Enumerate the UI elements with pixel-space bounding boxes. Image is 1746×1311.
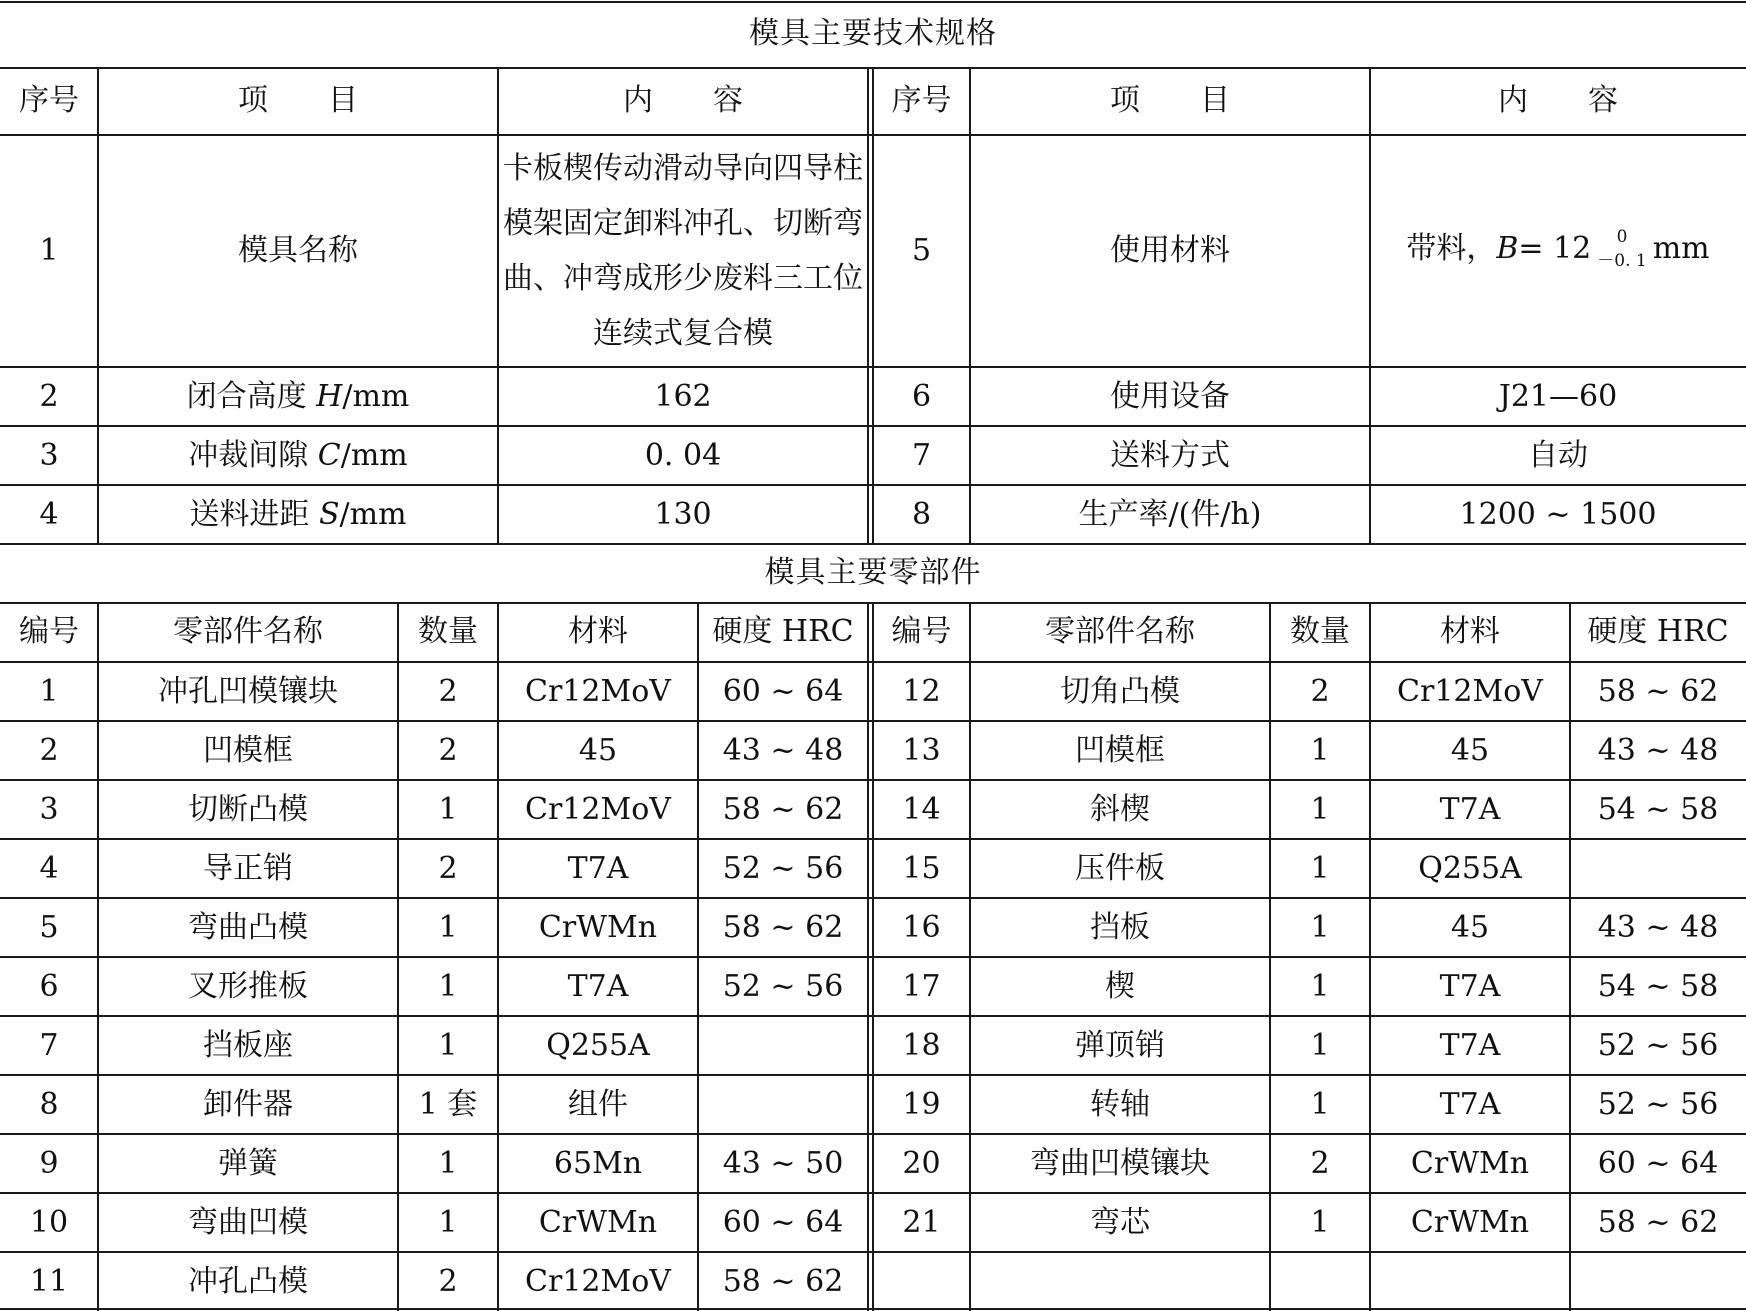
header-material: 材料	[1440, 614, 1500, 649]
part-qty: 1	[1310, 732, 1330, 768]
spec-item-value: 130	[654, 496, 712, 532]
part-name: 挡板座	[203, 1027, 293, 1063]
spec-row-number: 8	[911, 496, 932, 532]
table-rule	[1269, 603, 1271, 1311]
part-hardness: 52 ~ 56	[1597, 1027, 1719, 1063]
part-no: 20	[902, 1145, 941, 1181]
spec-item-label: 送料方式	[1110, 437, 1230, 473]
part-qty: 1	[1310, 850, 1330, 886]
spec-item-label: 使用设备	[1110, 378, 1230, 414]
part-name: 切断凸模	[188, 791, 308, 827]
part-material: T7A	[567, 968, 629, 1004]
part-name: 凹模框	[203, 732, 293, 768]
spec-item-label	[186, 378, 410, 414]
part-no: 17	[902, 968, 941, 1004]
table-rule	[0, 1, 1746, 3]
item-prefix: 闭合高度	[186, 378, 317, 414]
spec-item-value: 自动	[1528, 437, 1588, 473]
spec-row-number: 4	[39, 496, 59, 532]
part-qty: 1	[1310, 909, 1330, 945]
part-name: 转轴	[1090, 1086, 1150, 1122]
part-hardness: 43 ~ 48	[722, 732, 844, 768]
item-unit: /mm	[339, 496, 407, 532]
spec-item-label: 使用材料	[1110, 233, 1230, 268]
part-qty: 1	[438, 1145, 458, 1181]
part-name: 弯曲凸模	[188, 909, 308, 945]
part-material: 45	[578, 732, 618, 768]
part-qty: 1	[438, 791, 458, 827]
table-rule	[872, 603, 874, 1311]
header-hardness: 硬度 HRC	[712, 614, 854, 649]
part-hardness: 58 ~ 62	[722, 791, 844, 827]
part-hardness: 60 ~ 64	[1597, 1145, 1719, 1181]
part-qty: 1 套	[418, 1086, 478, 1122]
part-name: 卸件器	[203, 1086, 293, 1122]
part-qty: 2	[438, 850, 458, 886]
part-no: 14	[902, 791, 941, 827]
part-qty: 1	[1310, 791, 1330, 827]
part-hardness: 58 ~ 62	[722, 1263, 844, 1299]
header-qty: 数量	[418, 614, 478, 649]
lower-deviation: －0. 1	[1597, 251, 1647, 271]
part-hardness: 54 ~ 58	[1597, 791, 1719, 827]
part-no: 4	[39, 850, 59, 886]
spec-row-number: 7	[911, 437, 932, 473]
part-material: 组件	[568, 1086, 628, 1122]
width-value: = 12	[1518, 231, 1592, 266]
part-no: 11	[29, 1263, 69, 1299]
header-no: 序号	[891, 83, 952, 118]
part-no: 21	[902, 1204, 941, 1240]
part-hardness: 60 ~ 64	[722, 1204, 844, 1240]
table-rule	[697, 603, 699, 1311]
table-rule	[1569, 603, 1571, 1311]
part-no: 5	[39, 909, 59, 945]
part-material: CrWMn	[1410, 1204, 1530, 1240]
part-no: 15	[902, 850, 941, 886]
table-rule	[497, 603, 499, 1311]
item-unit: /mm	[340, 437, 408, 473]
part-no: 12	[902, 673, 941, 709]
table-rule	[1369, 603, 1371, 1311]
part-material: Cr12MoV	[525, 791, 671, 827]
part-material: 45	[1450, 732, 1490, 768]
item-unit: /mm	[342, 378, 410, 414]
part-name: 弹簧	[218, 1145, 278, 1181]
part-qty: 2	[438, 732, 458, 768]
table-rule	[97, 603, 99, 1311]
part-material: Cr12MoV	[525, 1263, 671, 1299]
header-item: 项 目	[1110, 83, 1230, 118]
part-material: Q255A	[1418, 850, 1522, 886]
header-content: 内 容	[623, 83, 743, 118]
material-tolerance-value	[1406, 225, 1709, 273]
table-rule	[1369, 68, 1371, 544]
table-rule	[867, 68, 869, 544]
spec-item-label	[189, 496, 407, 532]
part-qty: 2	[438, 673, 458, 709]
item-symbol: S	[318, 496, 340, 532]
spec-item-value: 1200 ~ 1500	[1459, 496, 1657, 532]
spec-row-number: 5	[911, 233, 932, 268]
header-item: 项 目	[238, 83, 358, 118]
part-no: 8	[39, 1086, 59, 1122]
table-rule	[397, 603, 399, 1311]
part-no: 9	[39, 1145, 59, 1181]
part-name: 弯曲凹模镶块	[1030, 1145, 1210, 1181]
part-name: 弹顶销	[1075, 1027, 1165, 1063]
width-unit: mm	[1652, 231, 1710, 266]
part-name: 挡板	[1090, 909, 1150, 945]
material-prefix: 带料，	[1406, 231, 1497, 266]
part-name: 凹模框	[1075, 732, 1165, 768]
part-no: 7	[39, 1027, 59, 1063]
part-material: T7A	[1439, 1027, 1501, 1063]
part-material: CrWMn	[538, 1204, 658, 1240]
part-material: Cr12MoV	[525, 673, 671, 709]
part-hardness: 52 ~ 56	[722, 968, 844, 1004]
part-name: 导正销	[203, 850, 293, 886]
header-no: 序号	[19, 83, 79, 118]
part-no: 19	[902, 1086, 941, 1122]
width-symbol: B	[1496, 231, 1519, 266]
item-symbol: C	[317, 437, 341, 473]
tolerance-stack	[1597, 225, 1646, 273]
part-no: 2	[39, 732, 59, 768]
header-no: 编号	[19, 614, 79, 649]
part-no: 6	[39, 968, 59, 1004]
part-hardness: 58 ~ 62	[1597, 1204, 1719, 1240]
table-rule	[497, 68, 499, 544]
part-material: Cr12MoV	[1397, 673, 1543, 709]
part-material: Q255A	[546, 1027, 650, 1063]
part-material: CrWMn	[1410, 1145, 1530, 1181]
part-name: 楔	[1105, 968, 1135, 1004]
spec-table-title: 模具主要技术规格	[749, 16, 997, 51]
part-hardness: 52 ~ 56	[1597, 1086, 1719, 1122]
part-material: 45	[1450, 909, 1490, 945]
part-material: T7A	[567, 850, 629, 886]
spec-row-number: 3	[39, 437, 59, 473]
part-material: 65Mn	[553, 1145, 643, 1181]
part-name: 弯芯	[1090, 1204, 1150, 1240]
spec-item-value: 162	[654, 378, 712, 414]
header-qty: 数量	[1290, 614, 1350, 649]
part-hardness: 54 ~ 58	[1597, 968, 1719, 1004]
part-material: CrWMn	[538, 909, 658, 945]
part-hardness: 52 ~ 56	[722, 850, 844, 886]
part-name: 压件板	[1075, 850, 1165, 886]
item-prefix: 送料进距	[189, 496, 319, 532]
part-qty: 1	[1310, 1204, 1330, 1240]
part-qty: 2	[438, 1263, 458, 1299]
header-material: 材料	[568, 614, 628, 649]
part-qty: 1	[1310, 968, 1330, 1004]
part-hardness: 58 ~ 62	[1597, 673, 1719, 709]
part-hardness: 58 ~ 62	[722, 909, 844, 945]
spec-item-label	[188, 437, 408, 473]
spec-row-number: 6	[911, 378, 932, 414]
spec-item-label: 生产率/(件/h)	[1078, 496, 1262, 532]
part-qty: 1	[438, 909, 458, 945]
item-prefix: 冲裁间隙	[188, 437, 318, 473]
spec-item-value: 0. 04	[644, 437, 722, 473]
part-qty: 1	[438, 968, 458, 1004]
part-hardness: 43 ~ 50	[722, 1145, 844, 1181]
parts-table-title: 模具主要零部件	[764, 555, 982, 590]
part-no: 10	[29, 1204, 69, 1240]
item-symbol: H	[316, 378, 343, 414]
spec-item-value: J21—60	[1498, 378, 1618, 414]
part-qty: 1	[438, 1027, 458, 1063]
part-name: 弯曲凹模	[188, 1204, 308, 1240]
part-no: 1	[39, 673, 59, 709]
header-content: 内 容	[1498, 83, 1618, 118]
part-name: 斜楔	[1090, 791, 1150, 827]
table-rule	[969, 603, 971, 1311]
part-name: 切角凸模	[1060, 673, 1180, 709]
header-name: 零部件名称	[173, 614, 323, 649]
table-rule	[97, 68, 99, 544]
part-name: 冲孔凹模镶块	[158, 673, 338, 709]
part-material: T7A	[1439, 791, 1501, 827]
part-qty: 1	[1310, 1086, 1330, 1122]
part-no: 16	[902, 909, 941, 945]
header-name: 零部件名称	[1045, 614, 1195, 649]
part-material: T7A	[1439, 968, 1501, 1004]
part-qty: 2	[1310, 1145, 1330, 1181]
part-hardness: 43 ~ 48	[1597, 732, 1719, 768]
part-no: 18	[902, 1027, 941, 1063]
part-material: T7A	[1439, 1086, 1501, 1122]
upper-deviation: 0	[1616, 227, 1628, 247]
part-name: 叉形推板	[188, 968, 308, 1004]
spec-row-number: 2	[39, 378, 59, 414]
table-rule	[867, 603, 869, 1311]
spec-row-number: 1	[39, 233, 59, 268]
part-hardness: 43 ~ 48	[1597, 909, 1719, 945]
part-hardness: 60 ~ 64	[722, 673, 844, 709]
part-no: 3	[39, 791, 59, 827]
spec-item-label: 模具名称	[238, 233, 358, 268]
part-qty: 2	[1310, 673, 1330, 709]
header-no: 编号	[891, 614, 952, 649]
part-qty: 1	[1310, 1027, 1330, 1063]
part-no: 13	[902, 732, 941, 768]
table-rule	[969, 68, 971, 544]
table-rule	[872, 68, 874, 544]
header-hardness: 硬度 HRC	[1587, 614, 1729, 649]
part-qty: 1	[438, 1204, 458, 1240]
part-name: 冲孔凸模	[188, 1263, 308, 1299]
mold-name-value: 卡板楔传动滑动导向四导柱模架固定卸料冲孔、切断弯曲、冲弯成形少废料三工位连续式复合模	[503, 151, 863, 351]
